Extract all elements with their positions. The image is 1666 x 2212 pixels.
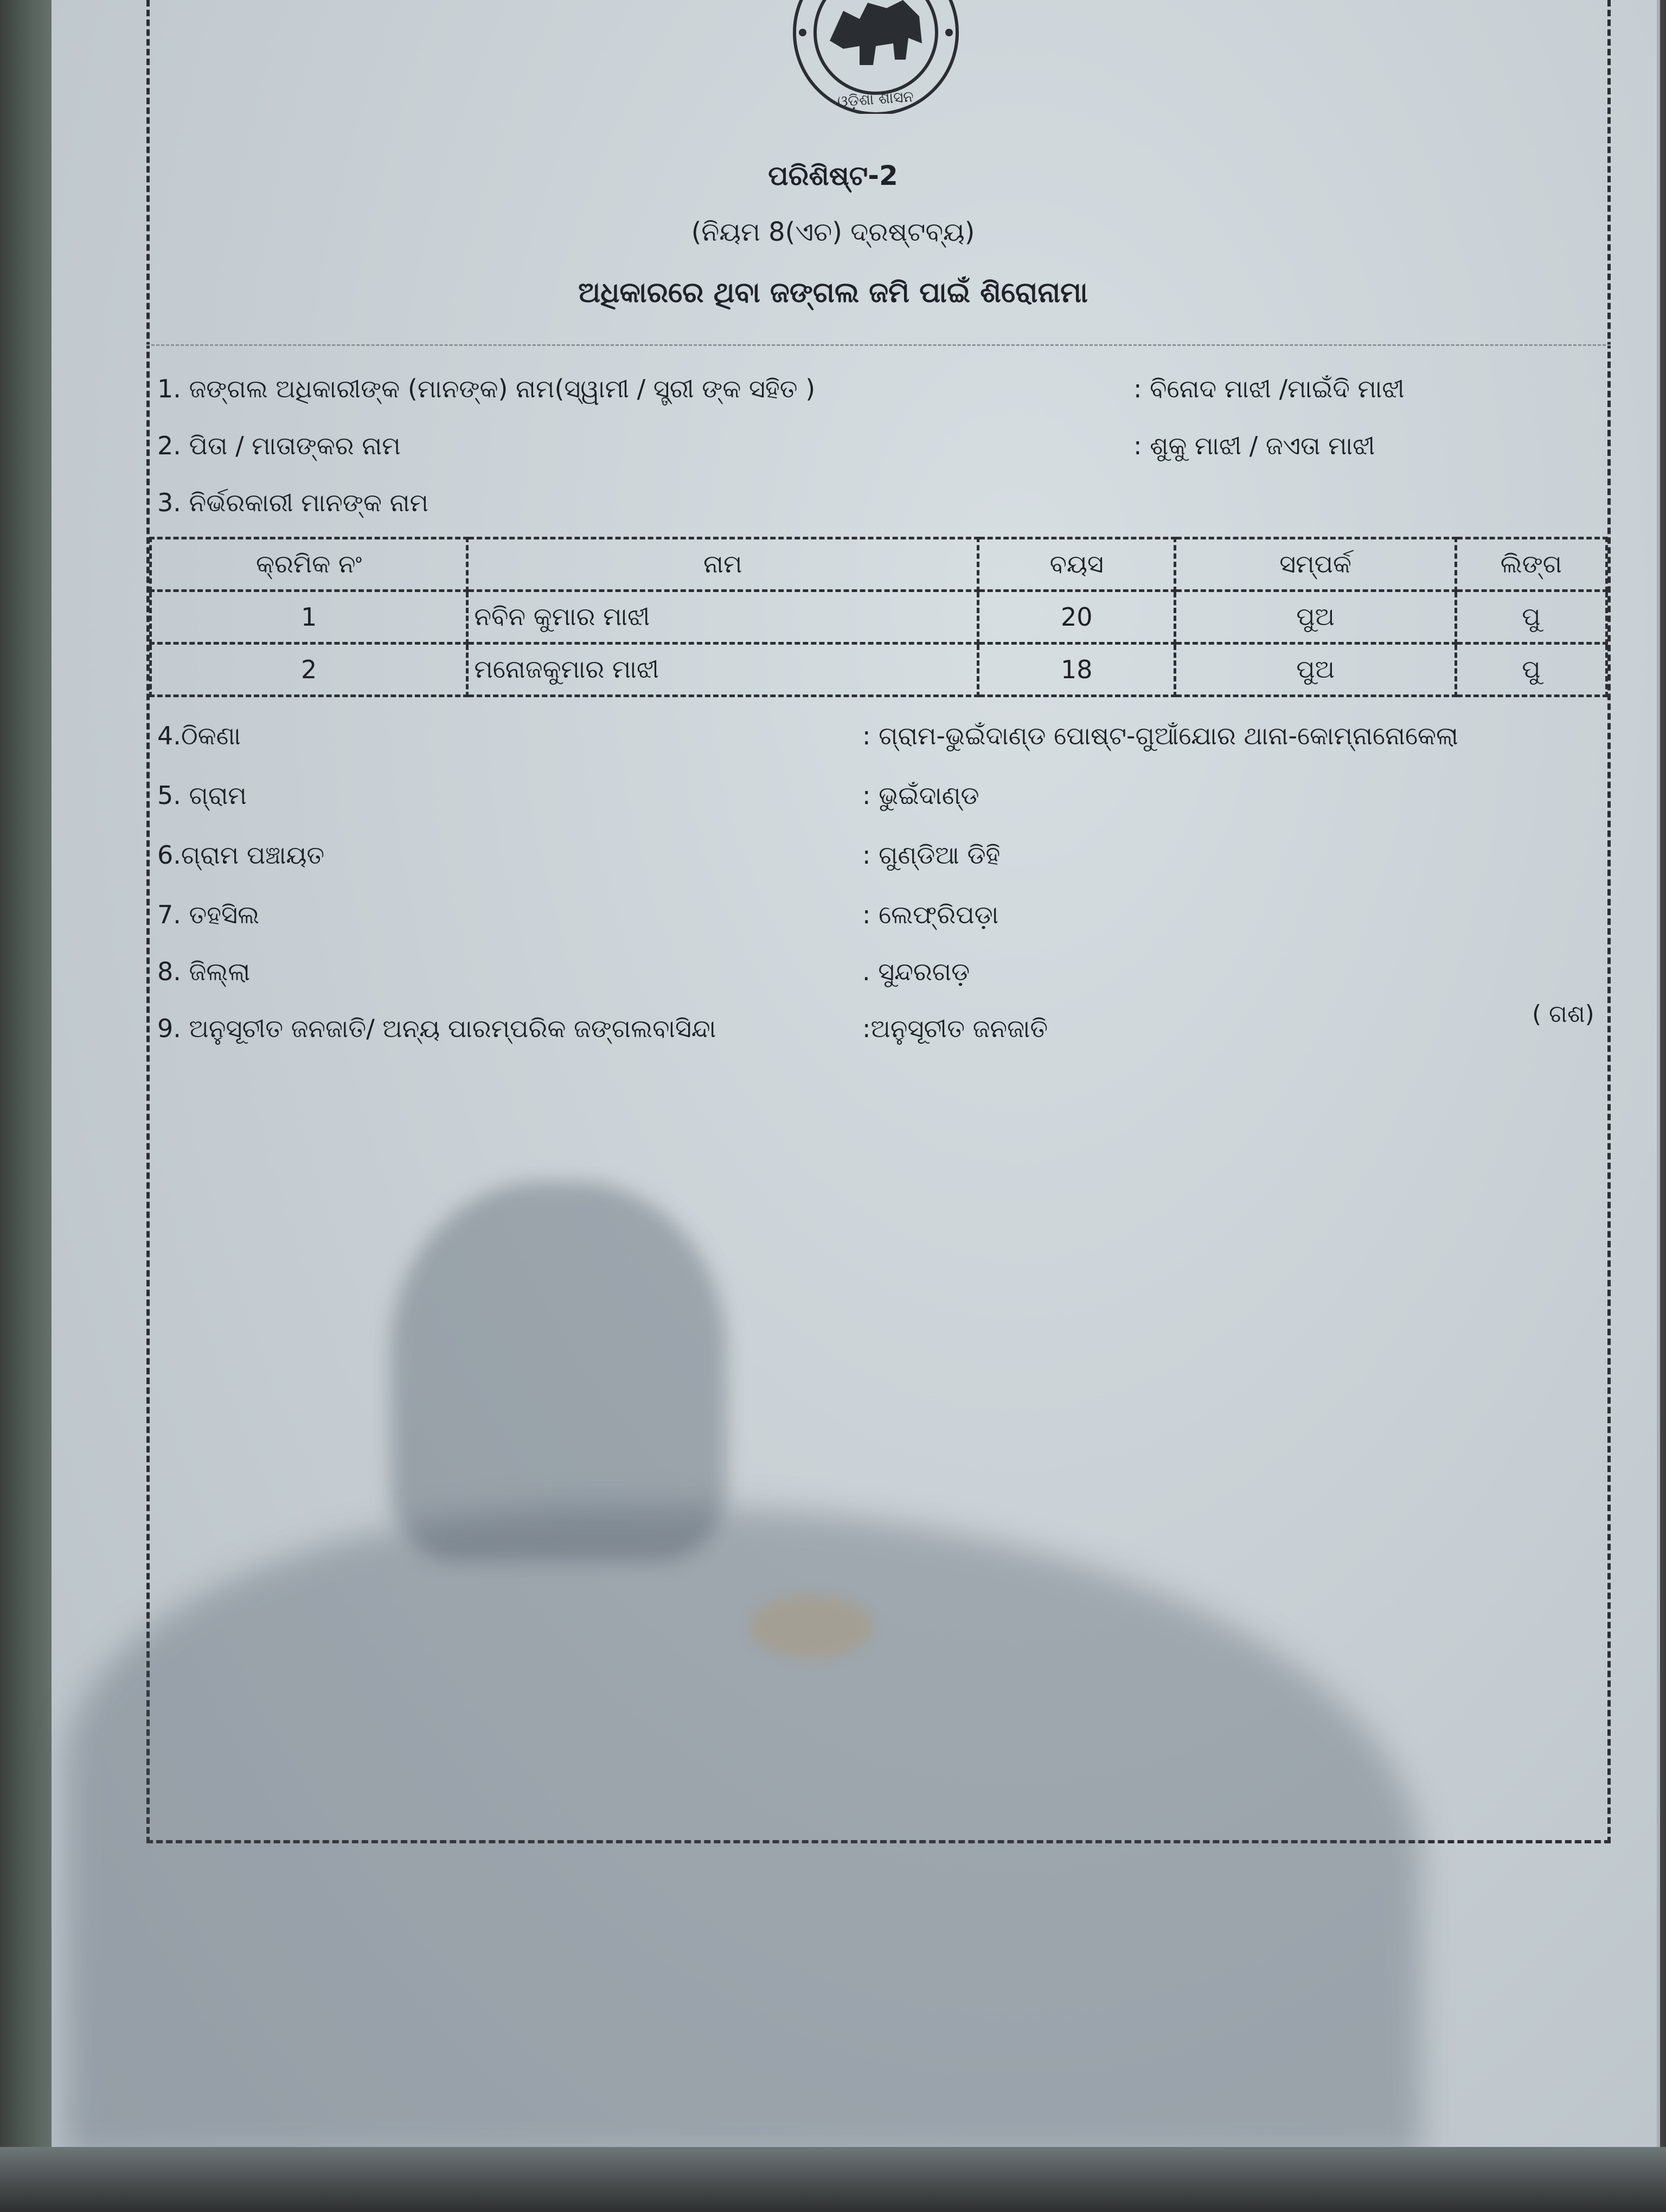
field-8-value: . ସୁନ୍ଦରଗଡ଼ [862,957,970,986]
field-9-value: :ଅନୁସୂଚୀତ ଜନଜାତି [862,1014,1048,1043]
field-6-value: : ଗୁଣ୍ଡିଆ ଡିହି [862,840,1001,870]
header-gender: ଲିଙ୍ଗ [1456,538,1606,591]
paper-stain [748,1594,873,1659]
field-4-value: : ଗ୍ରାମ-ଭୁଇଁଦାଣ୍ଡ ପୋଷ୍ଟ-ଗୁଆଁଯୋର ଥାନା-କୋମ୍ନାନୋକେଲା [862,721,1458,750]
field-7-value: : ଲେଫ୍ରିପଡ଼ା [862,900,999,929]
field-2-value: : ଶୁକୁ ମାଝୀ / ଜଏତା ମାଝୀ [1133,431,1375,460]
field-1-label: 1. ଜଙ୍ଗଲ ଅଧିକାରୀଙ୍କ (ମାନଙ୍କ) ନାମ(ସ୍ୱାମୀ / ସ୍ତ୍ରୀ ଙ୍କ ସହିତ ) [157,374,816,403]
field-9-label: 9. ଅନୁସୂଚୀତ ଜନଜାତି/ ଅନ୍ୟ ପାରମ୍ପରିକ ଜଙ୍ଗଲବାସିନ୍ଦା [157,1014,716,1043]
field-7-label: 7. ତହସିଲ [157,900,260,929]
table-row [151,644,1607,696]
cell-gender: ପୁ [1456,591,1606,644]
field-8-label: 8. ଜିଲ୍ଲା [157,957,251,986]
photo-background-left [0,0,60,2212]
cell-serial: 2 [151,644,467,696]
field-2-label: 2. ପିତା / ମାତାଙ୍କର ନାମ [157,431,401,460]
table-header-row [151,538,1607,591]
cell-name: ମନୋଜକୁମାର ମାଝୀ [467,644,978,696]
section-divider [146,344,1611,346]
annex-title: ପରିଶିଷ୍ଟ-2 [768,160,898,191]
continued-marker: ( ଗଶ) [1532,1000,1594,1028]
cell-relation: ପୁଅ [1175,644,1456,696]
field-4-label: 4.ଠିକଣା [157,721,241,750]
cell-relation: ପୁଅ [1175,591,1456,644]
header-serial: କ୍ରମିକ ନଂ [151,538,467,591]
cell-age: 20 [978,591,1175,644]
table-row [151,591,1607,644]
field-6-label: 6.ଗ୍ରାମ ପଞ୍ଚାୟତ [157,840,325,870]
cell-name: ନବିନ କୁମାର ମାଝୀ [467,591,978,644]
field-5-value: : ଭୁଇଁଦାଣ୍ଡ [862,781,979,810]
cell-gender: ପୁ [1456,644,1606,696]
header-name: ନାମ [467,538,978,591]
field-5-label: 5. ଗ୍ରାମ [157,781,247,810]
photo-background-bottom [0,2147,1666,2212]
header-relation: ସମ୍ପର୍କ [1175,538,1456,591]
emblem-text: ଓଡ଼ିଶା ଶାସନ [836,87,914,111]
photographer-shadow-head [390,1182,727,1561]
field-3-label: 3. ନିର୍ଭରକାରୀ ମାନଙ୍କ ନାମ [157,488,428,517]
form-title: ଅଧିକାରରେ ଥିବା ଜଙ୍ଗଲ ଜମି ପାଇଁ ଶିରୋନାମା [578,276,1088,309]
rule-reference: (ନିୟମ 8(ଏଚ) ଦ୍ରଷ୍ଟବ୍ୟ) [691,217,975,247]
header-age: ବୟସ [978,538,1175,591]
cell-serial: 1 [151,591,467,644]
dependents-table [149,537,1608,697]
field-1-value: : ବିନୋଦ ମାଝୀ /ମାଇଁଦି ମାଝୀ [1133,374,1405,403]
cell-age: 18 [978,644,1175,696]
state-emblem-seal [778,0,973,114]
